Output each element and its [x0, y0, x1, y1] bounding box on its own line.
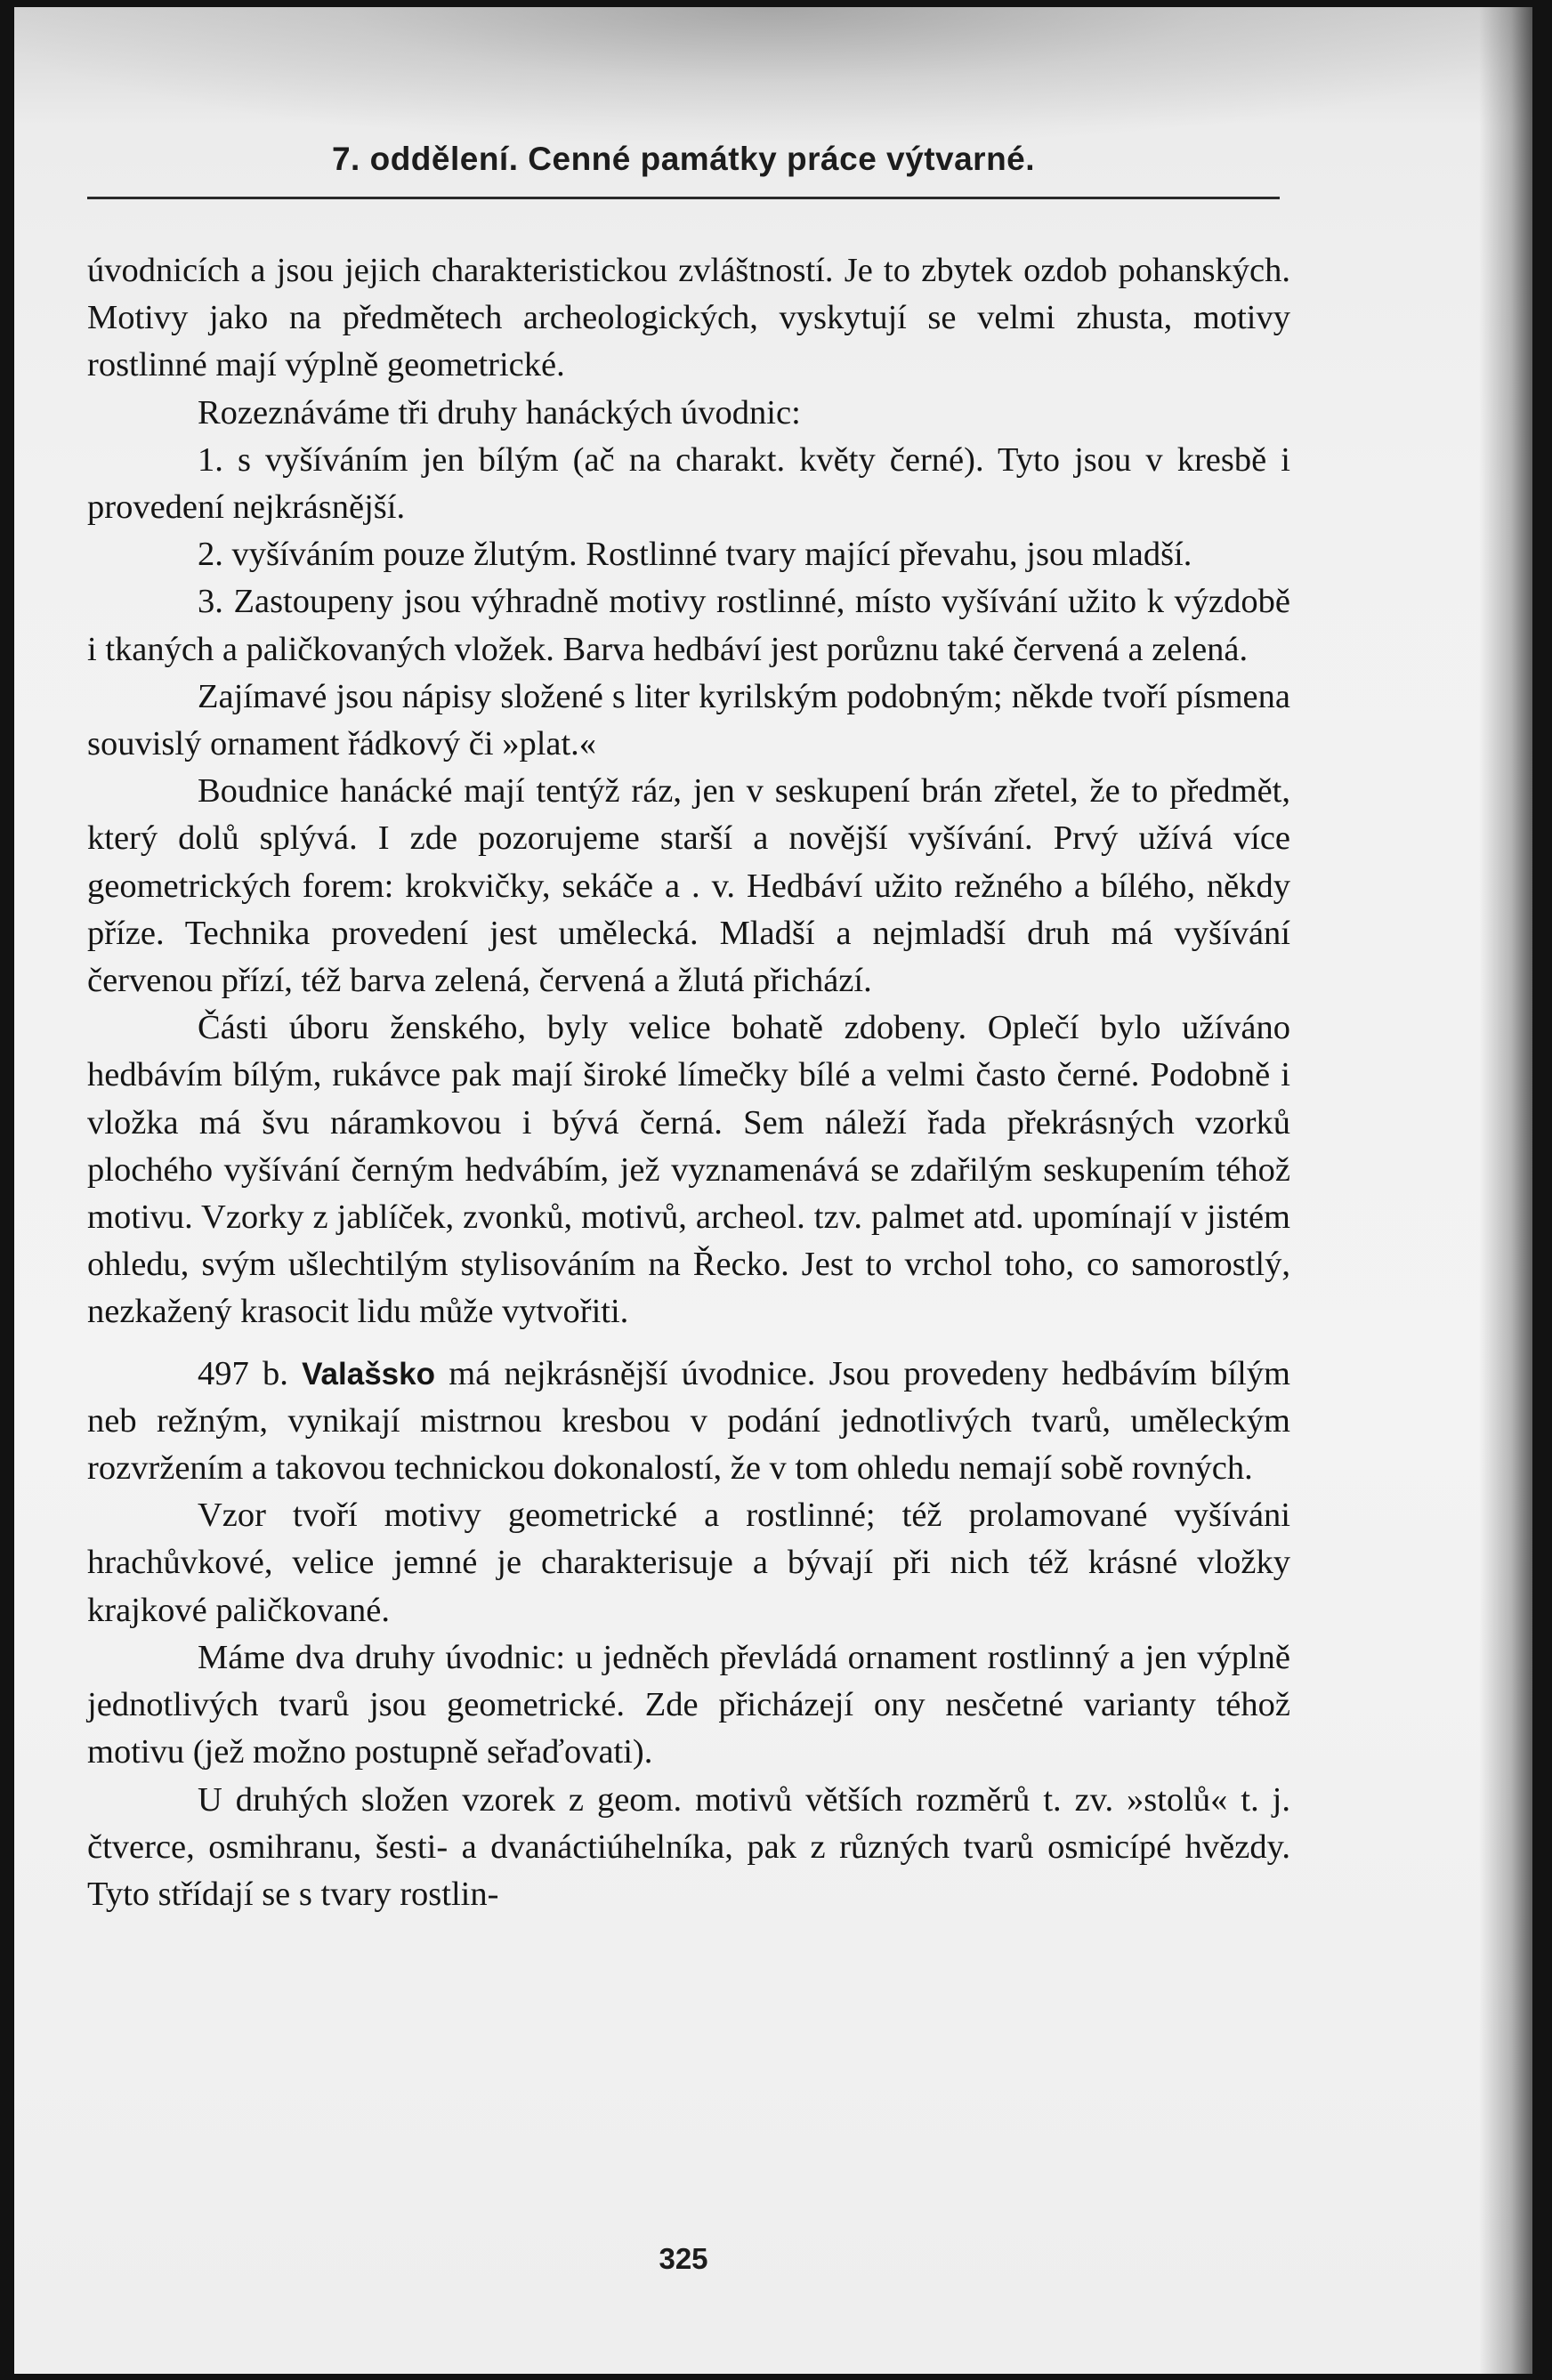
paragraph: Máme dva druhy úvodnic: u jedněch převládá ornament rostlinný a jen výplně jednotlivých tvarů jsou geometrické. Zde přicházejí ony nesčetné varianty téhož motivu (jež možno postupně seřaďovati).	[87, 1638, 1290, 1771]
section-number: 497 b.	[198, 1354, 288, 1392]
section-paragraph	[87, 1351, 1290, 1493]
paragraph: úvodnicích a jsou jejich charakteristickou zvláštností. Je to zbytek ozdob pohanských. Motivy jako na předmětech archeologických, vyskytují se velmi zhusta, motivy rostlinné mají výplně geometrické.	[87, 252, 1290, 384]
paragraph: U druhých složen vzorek z geom. motivů větších rozměrů t. zv. »stolů« t. j. čtverce, osmihranu, šesti- a dvanáctiúhelníka, pak z různých tvarů osmicípé hvězdy. Tyto střídají se s tvary rostlin-	[87, 1780, 1290, 1913]
paragraph: Zajímavé jsou nápisy složené s liter kyrilským podobným; někde tvoří písmena souvislý ornament řádkový či »plat.«	[87, 677, 1290, 763]
section-keyword: Valašsko	[302, 1356, 435, 1392]
header-rule	[87, 197, 1280, 199]
list-item: 1. s vyšíváním jen bílým (ač na charakt. květy černé). Tyto jsou v kresbě i provedení nejkrásnější.	[87, 440, 1290, 527]
paragraph: Části úboru ženského, byly velice bohatě zdobeny. Oplečí bylo užíváno hedbávím bílým, rukávce pak mají široké límečky bílé a velmi často černé. Podobně i vložka má švu náramkovou i bývá černá. Sem náleží řada překrásných vzorků plochého vyšívání černým hedvábím, jež vyznamenává se zdařilým seskupením téhož motivu. Vzorky z jablíček, zvonků, motivů, archeol. tzv. palmet atd. upomínají v jistém ohledu, svým ušlechtilým stylisováním na Řecko. Jest to vrchol toho, co samorostlý, nezkažený krasocit lidu může vytvořiti.	[87, 1009, 1290, 1331]
paragraph: Boudnice hanácké mají tentýž ráz, jen v seskupení brán zřetel, že to předmět, který dolů splývá. I zde pozorujeme starší a novější vyšívání. Prvý užívá více geometrických forem: krokvičky, sekáče a . v. Hedbáví užito režného a bílého, někdy příze. Technika provedení jest umělecká. Mladší a nejmladší druh má vyšívání červenou přízí, též barva zelená, červená a žlutá přichází.	[87, 772, 1290, 1000]
scanned-page	[14, 7, 1532, 2374]
page-number: 325	[659, 2242, 708, 2275]
list-item: 2. vyšíváním pouze žlutým. Rostlinné tvary mající převahu, jsou mladší.	[198, 536, 1192, 574]
list-item: 3. Zastoupeny jsou výhradně motivy rostlinné, místo vyšívání užito k výzdobě i tkaných a paličkovaných vložek. Barva hedbáví jest porůznu také červená a zelená.	[87, 583, 1290, 668]
running-header: 7. oddělení. Cenné památky práce výtvarné.	[331, 141, 1036, 177]
body-text	[87, 247, 1290, 1918]
paragraph: Vzor tvoří motivy geometrické a rostlinné; též prolamované vyšíváni hrachůvkové, velice jemné je charakterisuje a bývají při nich též krásné vložky krajkové paličkované.	[87, 1497, 1290, 1629]
paragraph: Rozeznáváme tři druhy hanáckých úvodnic:	[198, 393, 801, 432]
section-text: má nejkrásnější úvodnice. Jsou provedeny hedbávím bílým neb režným, vynikají mistrnou kresbou v podání jednotlivých tvarů, uměleckým rozvržením a takovou technickou dokonalostí, že v tom ohledu nemají sobě rovných.	[87, 1354, 1291, 1488]
